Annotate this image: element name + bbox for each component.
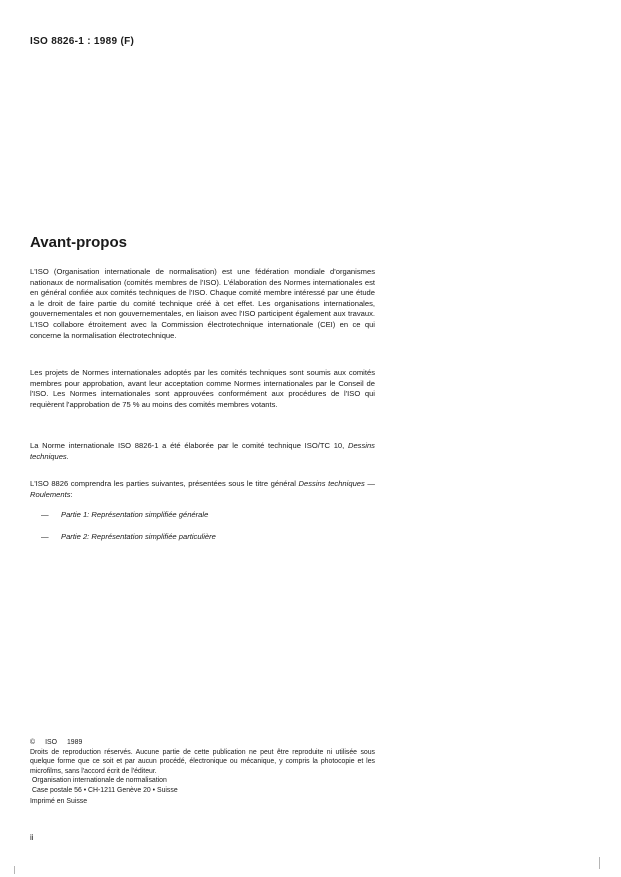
copyright-symbol: © [30,739,36,746]
page-title: Avant-propos [30,234,127,251]
rights-statement: Droits de reproduction réservés. Aucune partie de cette publication ne peut être reproduite ni utilisée sous quelque forme que ce soit et par aucun procédé, électronique ou mécanique, y compris la photocopie et les microfilms, sans l'accord écrit de l'éditeur. [30,748,375,775]
address-line-2: Case postale 56 • CH-1211 Genève 20 • Suisse [32,786,178,794]
copyright-line [30,738,375,748]
paragraph-committee-italic: Dessins techniques. [30,441,375,461]
list-dash: — [41,532,49,541]
list-item [30,532,375,543]
copyright-org: ISO [45,739,57,746]
paragraph-iso-description: L'ISO (Organisation internationale de normalisation) est une fédération mondiale d'organismes nationaux de normalisation (comités membres de l'ISO). L'élaboration des Normes internationales est en général confiée aux comités techniques de l'ISO. Chaque comité membre intéressé par une étude a le droit de faire partie du comité technique créé à cet effet. Les organisations internationales, gouvernementales et non gouvernementales, en liaison avec l'ISO participent également aux travaux. L'ISO collabore étroitement avec la Commission électrotechnique internationale (CEI) en ce qui concerne la normalisation électrotechnique. [30,267,375,340]
page-number: ii [30,833,34,842]
paragraph-committee-text: La Norme internationale ISO 8826-1 a été élaborée par le comité technique ISO/TC 10, [30,441,345,450]
scan-mark [599,857,600,869]
parts-list-item-2-wrapper [30,532,375,543]
paragraph-approval-process: Les projets de Normes internationales adoptés par les comités techniques sont soumis aux comités membres pour approbation, avant leur acceptation comme Normes internationales par le Conseil de l'ISO. Les Normes internationales sont approuvées conformément aux procédures de l'ISO qui requièrent l'approbation de 75 % au moins des comités membres votants. [30,368,375,409]
printed-in: Imprimé en Suisse [30,797,88,805]
paragraph-parts-intro-italic: Dessins techniques — Roulements [30,479,375,499]
paragraph-parts-intro-end: : [70,489,73,499]
document-id-header: ISO 8826-1 : 1989 (F) [30,36,135,47]
scan-mark [14,866,15,874]
list-item-label: Partie 2: Représentation simplifiée particulière [61,532,216,541]
address-line-1: Organisation internationale de normalisation [32,777,167,785]
paragraph-committee [30,441,375,462]
list-item [30,510,375,521]
list-dash: — [41,510,49,519]
copyright-year: 1989 [66,739,83,746]
parts-list-item-1-wrapper [30,510,375,521]
paragraph-parts-intro-text: L'ISO 8826 comprendra les parties suivantes, présentées sous le titre général [30,479,296,488]
list-item-label: Partie 1: Représentation simplifiée générale [61,510,209,519]
paragraph-parts-intro [30,479,375,500]
copyright-footer [30,738,375,806]
